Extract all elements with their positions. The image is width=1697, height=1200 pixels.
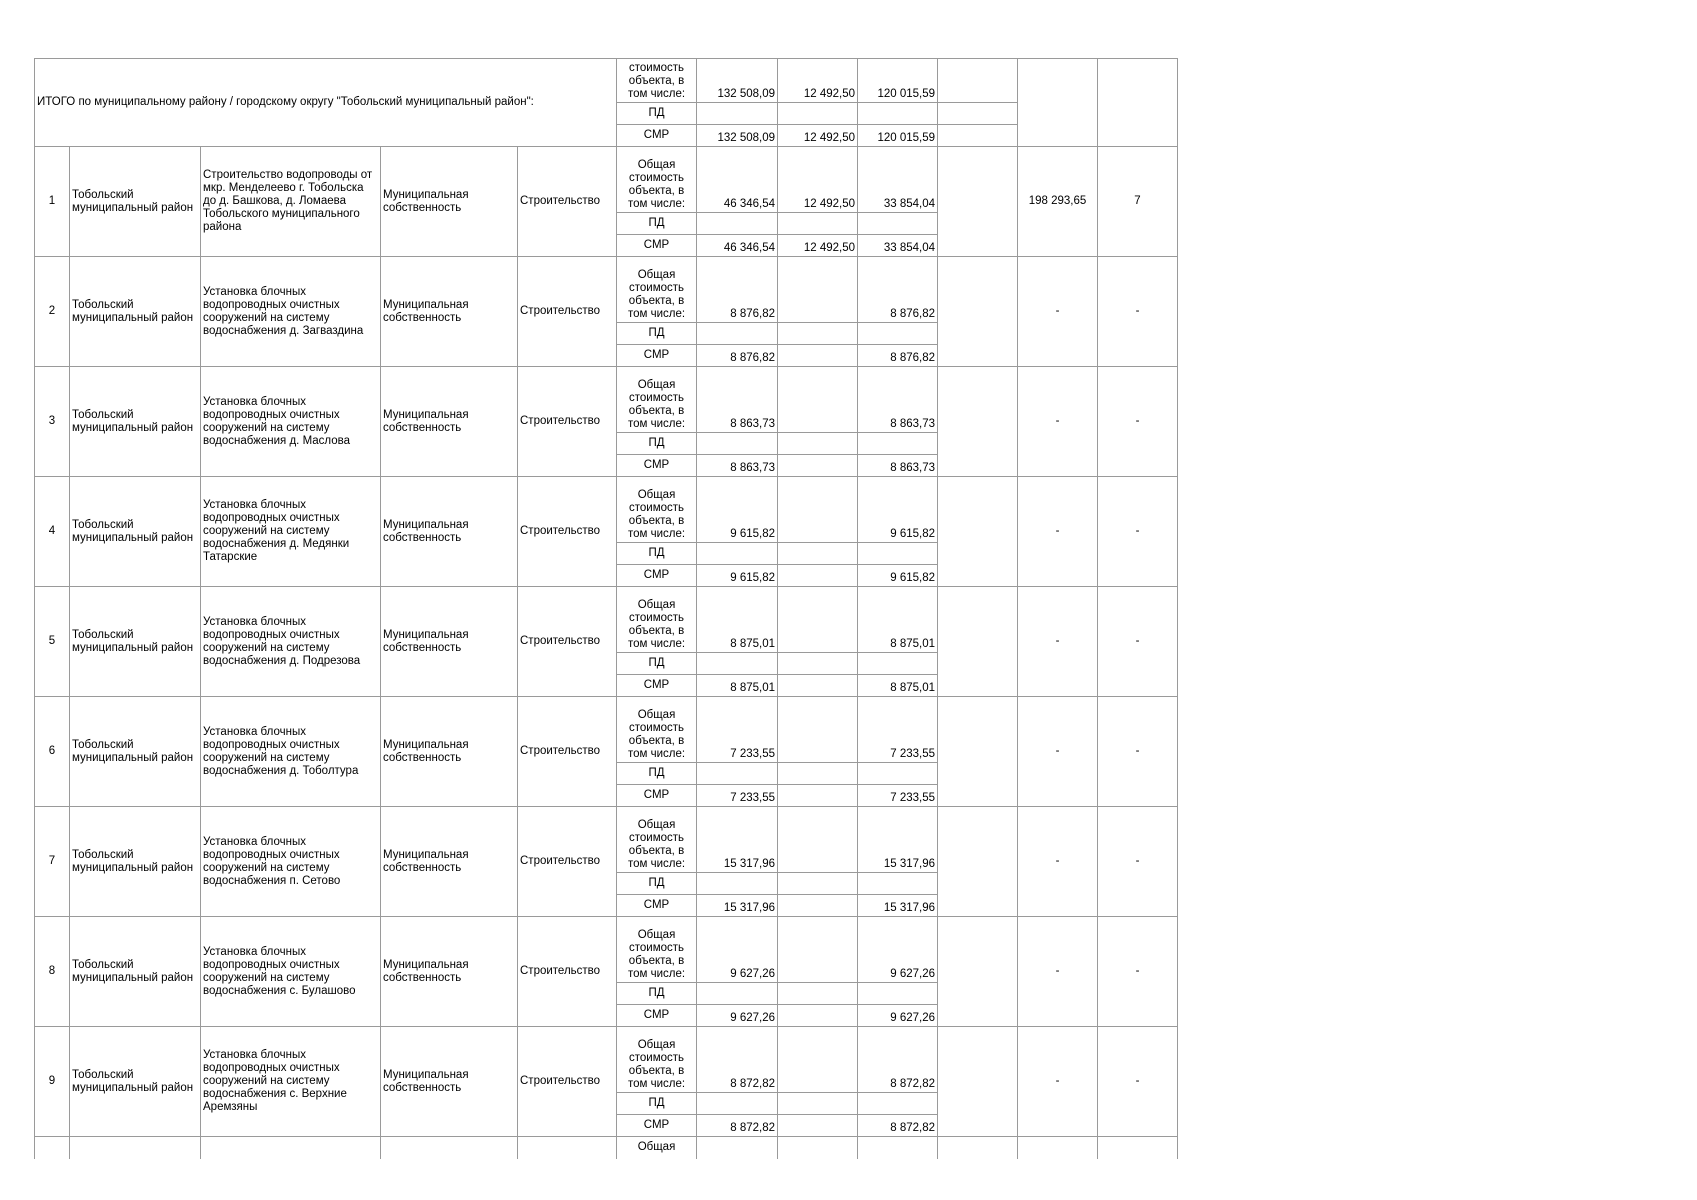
table-row-continued (35, 1137, 1178, 1159)
pd-total (697, 873, 778, 895)
table-row (35, 367, 1178, 433)
total-pd-col2 (778, 103, 858, 125)
total-cost: 8 876,82 (697, 257, 778, 323)
empty-cell (938, 1137, 1018, 1159)
district-cell (70, 1137, 201, 1159)
smr-label: СМР (617, 565, 697, 587)
pd-col3 (858, 873, 938, 895)
table-row (35, 477, 1178, 543)
total-pd-col3 (858, 103, 938, 125)
pd-label: ПД (617, 763, 697, 785)
total-pd-label: ПД (617, 103, 697, 125)
cost-col2 (778, 587, 858, 653)
work-type-cell: Строительство (518, 367, 617, 477)
total-empty (938, 59, 1018, 103)
empty-cell (938, 587, 1018, 697)
ownership-cell: Муниципальная собственность (381, 147, 518, 257)
cost-label: Общая стоимость объекта, в том числе: (617, 807, 697, 873)
cost-col3: 15 317,96 (858, 807, 938, 873)
cost-col2 (778, 1137, 858, 1159)
pd-col3 (858, 1093, 938, 1115)
smr-col3: 7 233,55 (858, 785, 938, 807)
smr-label: СМР (617, 895, 697, 917)
total-col11 (1098, 59, 1178, 147)
object-description: Установка блочных водопроводных очистных сооружений на систему водоснабжения д. Тоболтура (201, 697, 381, 807)
smr-col2: 12 492,50 (778, 235, 858, 257)
smr-col3: 8 875,01 (858, 675, 938, 697)
object-description: Установка блочных водопроводных очистных сооружений на систему водоснабжения д. Загваздина (201, 257, 381, 367)
ownership-cell: Муниципальная собственность (381, 367, 518, 477)
total-smr-empty (938, 125, 1018, 147)
smr-total: 15 317,96 (697, 895, 778, 917)
col11-value: - (1098, 807, 1178, 917)
ownership-cell: Муниципальная собственность (381, 917, 518, 1027)
smr-label: СМР (617, 675, 697, 697)
col10-value: - (1018, 367, 1098, 477)
table-row (35, 1027, 1178, 1093)
object-description: Установка блочных водопроводных очистных сооружений на систему водоснабжения п. Сетово (201, 807, 381, 917)
smr-col3: 9 627,26 (858, 1005, 938, 1027)
smr-col2 (778, 345, 858, 367)
district-cell: Тобольский муниципальный район (70, 917, 201, 1027)
empty-cell (938, 917, 1018, 1027)
cost-col2 (778, 807, 858, 873)
table-row (35, 147, 1178, 213)
ownership-cell: Муниципальная собственность (381, 1027, 518, 1137)
smr-col2 (778, 675, 858, 697)
smr-label: СМР (617, 345, 697, 367)
col11-value: - (1098, 587, 1178, 697)
col11-value: - (1098, 697, 1178, 807)
pd-col2 (778, 763, 858, 785)
smr-col3: 8 863,73 (858, 455, 938, 477)
total-cost: 8 875,01 (697, 587, 778, 653)
cost-col3: 8 863,73 (858, 367, 938, 433)
row-number: 2 (35, 257, 70, 367)
col10-value: - (1018, 477, 1098, 587)
work-type-cell: Строительство (518, 697, 617, 807)
pd-label: ПД (617, 1093, 697, 1115)
cost-label: Общая стоимость объекта, в том числе: (617, 917, 697, 983)
pd-total (697, 763, 778, 785)
district-cell: Тобольский муниципальный район (70, 587, 201, 697)
table-row (35, 807, 1178, 873)
pd-total (697, 323, 778, 345)
ownership-cell: Муниципальная собственность (381, 807, 518, 917)
pd-col2 (778, 543, 858, 565)
total-title: ИТОГО по муниципальному району / городскому округу "Тобольский муниципальный район": (35, 59, 617, 147)
total-cost: 46 346,54 (697, 147, 778, 213)
empty-cell (938, 257, 1018, 367)
pd-col2 (778, 653, 858, 675)
object-description: Установка блочных водопроводных очистных сооружений на систему водоснабжения д. Маслова (201, 367, 381, 477)
work-type-cell: Строительство (518, 917, 617, 1027)
cost-label: Общая стоимость объекта, в том числе: (617, 587, 697, 653)
pd-col3 (858, 763, 938, 785)
pd-col2 (778, 433, 858, 455)
smr-col2 (778, 565, 858, 587)
row-number: 6 (35, 697, 70, 807)
work-type-cell: Строительство (518, 477, 617, 587)
smr-total: 8 876,82 (697, 345, 778, 367)
cost-col2 (778, 1027, 858, 1093)
pd-label: ПД (617, 213, 697, 235)
budget-table (34, 58, 1178, 1159)
row-number: 5 (35, 587, 70, 697)
smr-col2 (778, 455, 858, 477)
work-type-cell: Строительство (518, 1027, 617, 1137)
smr-total: 8 875,01 (697, 675, 778, 697)
district-cell: Тобольский муниципальный район (70, 257, 201, 367)
col10-value: - (1018, 257, 1098, 367)
total-cost: 9 627,26 (697, 917, 778, 983)
empty-cell (938, 807, 1018, 917)
smr-col3: 9 615,82 (858, 565, 938, 587)
pd-col3 (858, 323, 938, 345)
total-cost: 15 317,96 (697, 807, 778, 873)
row-number: 8 (35, 917, 70, 1027)
object-description: Установка блочных водопроводных очистных сооружений на систему водоснабжения с. Булашово (201, 917, 381, 1027)
cost-col3: 9 615,82 (858, 477, 938, 543)
cost-col2 (778, 917, 858, 983)
smr-label: СМР (617, 235, 697, 257)
empty-cell (938, 477, 1018, 587)
cost-label: Общая стоимость объекта, в том числе: (617, 147, 697, 213)
smr-col2 (778, 1115, 858, 1137)
object-description: Установка блочных водопроводных очистных сооружений на систему водоснабжения д. Подрезова (201, 587, 381, 697)
total-cost: 8 863,73 (697, 367, 778, 433)
smr-label: СМР (617, 1005, 697, 1027)
cost-col3: 8 875,01 (858, 587, 938, 653)
pd-col2 (778, 323, 858, 345)
col11-value: - (1098, 917, 1178, 1027)
smr-label: СМР (617, 455, 697, 477)
pd-col3 (858, 213, 938, 235)
cost-col3: 33 854,04 (858, 147, 938, 213)
total-cost: 8 872,82 (697, 1027, 778, 1093)
empty-cell (938, 367, 1018, 477)
pd-total (697, 1093, 778, 1115)
row-number: 7 (35, 807, 70, 917)
row-number: 1 (35, 147, 70, 257)
work-type-cell: Строительство (518, 147, 617, 257)
empty-cell (938, 1027, 1018, 1137)
total-smr-value: 132 508,09 (697, 125, 778, 147)
smr-col3: 15 317,96 (858, 895, 938, 917)
row-number: 4 (35, 477, 70, 587)
total-cost (697, 1137, 778, 1159)
pd-col3 (858, 433, 938, 455)
district-cell: Тобольский муниципальный район (70, 1027, 201, 1137)
cost-col3 (858, 1137, 938, 1159)
pd-total (697, 543, 778, 565)
district-cell: Тобольский муниципальный район (70, 807, 201, 917)
smr-total: 46 346,54 (697, 235, 778, 257)
pd-label: ПД (617, 543, 697, 565)
work-type-cell (518, 1137, 617, 1159)
col11-value: 7 (1098, 147, 1178, 257)
total-smr-col2: 12 492,50 (778, 125, 858, 147)
smr-col3: 8 872,82 (858, 1115, 938, 1137)
pd-col2 (778, 1093, 858, 1115)
smr-col3: 8 876,82 (858, 345, 938, 367)
smr-total: 8 872,82 (697, 1115, 778, 1137)
col10-value (1018, 1137, 1098, 1159)
row-number (35, 1137, 70, 1159)
col10-value: - (1018, 587, 1098, 697)
ownership-cell: Муниципальная собственность (381, 257, 518, 367)
cost-label: Общая стоимость объекта, в том числе: (617, 697, 697, 763)
col10-value: - (1018, 1027, 1098, 1137)
district-cell: Тобольский муниципальный район (70, 367, 201, 477)
cost-col3: 7 233,55 (858, 697, 938, 763)
total-cost: 7 233,55 (697, 697, 778, 763)
pd-total (697, 213, 778, 235)
pd-total (697, 983, 778, 1005)
col10-value: - (1018, 917, 1098, 1027)
empty-cell (938, 697, 1018, 807)
cost-col2 (778, 477, 858, 543)
cost-label: Общая (617, 1137, 697, 1159)
object-description (201, 1137, 381, 1159)
pd-label: ПД (617, 873, 697, 895)
cost-col2: 12 492,50 (778, 147, 858, 213)
cost-col2 (778, 367, 858, 433)
col10-value: 198 293,65 (1018, 147, 1098, 257)
cost-col3: 9 627,26 (858, 917, 938, 983)
pd-col3 (858, 543, 938, 565)
col11-value: - (1098, 367, 1178, 477)
smr-total: 8 863,73 (697, 455, 778, 477)
ownership-cell: Муниципальная собственность (381, 697, 518, 807)
col11-value: - (1098, 1027, 1178, 1137)
cost-col3: 8 872,82 (858, 1027, 938, 1093)
total-cost: 9 615,82 (697, 477, 778, 543)
pd-total (697, 433, 778, 455)
pd-col3 (858, 983, 938, 1005)
cost-label: Общая стоимость объекта, в том числе: (617, 367, 697, 433)
row-number: 9 (35, 1027, 70, 1137)
pd-col2 (778, 983, 858, 1005)
object-description: Установка блочных водопроводных очистных сооружений на систему водоснабжения с. Верхние Аремзяны (201, 1027, 381, 1137)
cost-col2 (778, 257, 858, 323)
total-pd-value (697, 103, 778, 125)
col10-value: - (1018, 697, 1098, 807)
cost-label: Общая стоимость объекта, в том числе: (617, 1027, 697, 1093)
object-description: Установка блочных водопроводных очистных сооружений на систему водоснабжения д. Медянки Татарские (201, 477, 381, 587)
total-col3: 120 015,59 (858, 59, 938, 103)
pd-label: ПД (617, 323, 697, 345)
object-description: Строительство водопроводы от мкр. Менделеево г. Тобольска до д. Башкова, д. Ломаева Тобольского муниципального района (201, 147, 381, 257)
cost-label: Общая стоимость объекта, в том числе: (617, 477, 697, 543)
col10-value: - (1018, 807, 1098, 917)
total-col10 (1018, 59, 1098, 147)
district-cell: Тобольский муниципальный район (70, 697, 201, 807)
smr-label: СМР (617, 785, 697, 807)
smr-col3: 33 854,04 (858, 235, 938, 257)
total-pd-empty (938, 103, 1018, 125)
smr-total: 9 615,82 (697, 565, 778, 587)
total-smr-label: СМР (617, 125, 697, 147)
district-cell: Тобольский муниципальный район (70, 477, 201, 587)
pd-total (697, 653, 778, 675)
table-row (35, 697, 1178, 763)
table-row (35, 917, 1178, 983)
smr-col2 (778, 1005, 858, 1027)
ownership-cell (381, 1137, 518, 1159)
work-type-cell: Строительство (518, 807, 617, 917)
smr-total: 7 233,55 (697, 785, 778, 807)
smr-col2 (778, 785, 858, 807)
ownership-cell: Муниципальная собственность (381, 587, 518, 697)
smr-col2 (778, 895, 858, 917)
work-type-cell: Строительство (518, 257, 617, 367)
total-cost-label: стоимость объекта, в том числе: (617, 59, 697, 103)
total-col2: 12 492,50 (778, 59, 858, 103)
total-cost: 132 508,09 (697, 59, 778, 103)
total-smr-col3: 120 015,59 (858, 125, 938, 147)
pd-label: ПД (617, 653, 697, 675)
smr-total: 9 627,26 (697, 1005, 778, 1027)
col11-value: - (1098, 257, 1178, 367)
pd-col2 (778, 873, 858, 895)
cost-col3: 8 876,82 (858, 257, 938, 323)
table-row (35, 257, 1178, 323)
col11-value: - (1098, 477, 1178, 587)
pd-label: ПД (617, 433, 697, 455)
cost-col2 (778, 697, 858, 763)
pd-label: ПД (617, 983, 697, 1005)
row-number: 3 (35, 367, 70, 477)
ownership-cell: Муниципальная собственность (381, 477, 518, 587)
pd-col2 (778, 213, 858, 235)
work-type-cell: Строительство (518, 587, 617, 697)
cost-label: Общая стоимость объекта, в том числе: (617, 257, 697, 323)
pd-col3 (858, 653, 938, 675)
table-row (35, 587, 1178, 653)
col11-value (1098, 1137, 1178, 1159)
smr-label: СМР (617, 1115, 697, 1137)
empty-cell (938, 147, 1018, 257)
district-cell: Тобольский муниципальный район (70, 147, 201, 257)
